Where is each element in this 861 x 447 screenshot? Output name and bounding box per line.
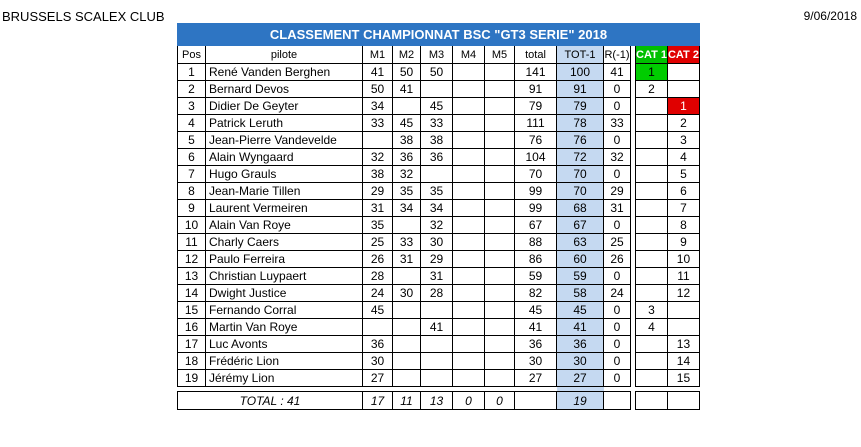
cell-m2 [393, 302, 421, 319]
cell-m3: 34 [421, 200, 453, 217]
cell-pos: 6 [178, 149, 206, 166]
cell-r1: 0 [604, 319, 631, 336]
table-row [178, 183, 700, 200]
cell-cat2: 6 [667, 183, 699, 200]
total-tot1: 19 [557, 392, 604, 410]
cell-m1: 26 [363, 251, 393, 268]
cell-pilote: Charly Caers [206, 234, 363, 251]
cell-tot1: 58 [557, 285, 604, 302]
cell-m1 [363, 132, 393, 149]
cell-m4 [453, 234, 485, 251]
cell-total: 141 [515, 64, 557, 81]
cell-total: 99 [515, 200, 557, 217]
cell-pos: 18 [178, 353, 206, 370]
cell-r1: 0 [604, 81, 631, 98]
table-row [178, 336, 700, 353]
cell-m3: 33 [421, 115, 453, 132]
col-header-cat2: CAT 2 [667, 46, 699, 64]
cell-m2 [393, 370, 421, 387]
cell-cat2 [667, 64, 699, 81]
cell-cat1 [636, 336, 668, 353]
cell-cat1: 3 [636, 302, 668, 319]
cell-m3 [421, 336, 453, 353]
cell-m5 [485, 166, 515, 183]
cell-m4 [453, 64, 485, 81]
cell-tot1: 63 [557, 234, 604, 251]
cell-pilote: Didier De Geyter [206, 98, 363, 115]
cell-total: 41 [515, 319, 557, 336]
cell-m4 [453, 200, 485, 217]
cell-tot1: 79 [557, 98, 604, 115]
table-row [178, 81, 700, 98]
cell-m2: 33 [393, 234, 421, 251]
cell-m5 [485, 217, 515, 234]
cell-m2: 32 [393, 166, 421, 183]
cell-r1: 31 [604, 200, 631, 217]
cell-m1 [363, 319, 393, 336]
cell-cat2: 13 [667, 336, 699, 353]
cell-m1: 50 [363, 81, 393, 98]
cell-m2: 38 [393, 132, 421, 149]
cell-m5 [485, 285, 515, 302]
table-row [178, 64, 700, 81]
cell-tot1: 100 [557, 64, 604, 81]
col-header-m5: M5 [485, 46, 515, 64]
col-header-m2: M2 [393, 46, 421, 64]
table-row [178, 285, 700, 302]
cell-m2: 31 [393, 251, 421, 268]
cell-pos: 1 [178, 64, 206, 81]
cell-m1: 38 [363, 166, 393, 183]
cell-r1: 29 [604, 183, 631, 200]
cell-m1: 34 [363, 98, 393, 115]
cell-total: 104 [515, 149, 557, 166]
table-row [178, 319, 700, 336]
cell-pos: 7 [178, 166, 206, 183]
cell-pilote: Jérémy Lion [206, 370, 363, 387]
cell-cat1 [636, 183, 668, 200]
table-row [178, 302, 700, 319]
cell-m4 [453, 132, 485, 149]
cell-pilote: Dwight Justice [206, 285, 363, 302]
cell-m3 [421, 370, 453, 387]
col-header-m3: M3 [421, 46, 453, 64]
cell-cat2: 3 [667, 132, 699, 149]
cell-m1: 36 [363, 336, 393, 353]
table-row [178, 115, 700, 132]
cell-m5 [485, 81, 515, 98]
cell-total: 36 [515, 336, 557, 353]
total-m4: 0 [453, 392, 485, 410]
cell-total: 70 [515, 166, 557, 183]
cell-m5 [485, 268, 515, 285]
cell-pilote: Hugo Grauls [206, 166, 363, 183]
table-row [178, 251, 700, 268]
cell-pos: 17 [178, 336, 206, 353]
cell-cat1 [636, 217, 668, 234]
cell-m5 [485, 200, 515, 217]
cell-cat1 [636, 353, 668, 370]
cell-m1: 29 [363, 183, 393, 200]
cell-cat1 [636, 132, 668, 149]
cell-pilote: Christian Luypaert [206, 268, 363, 285]
cell-pilote: René Vanden Berghen [206, 64, 363, 81]
cell-r1: 32 [604, 149, 631, 166]
cell-total: 76 [515, 132, 557, 149]
cell-m4 [453, 98, 485, 115]
cell-m5 [485, 251, 515, 268]
cell-r1: 0 [604, 217, 631, 234]
cell-tot1: 68 [557, 200, 604, 217]
cell-m3 [421, 166, 453, 183]
total-cat2 [667, 392, 699, 410]
cell-pos: 14 [178, 285, 206, 302]
cell-cat2: 4 [667, 149, 699, 166]
cell-m5 [485, 336, 515, 353]
cell-cat1 [636, 149, 668, 166]
total-r1 [604, 392, 631, 410]
col-header-pilote: pilote [206, 46, 363, 64]
cell-pilote: Bernard Devos [206, 81, 363, 98]
cell-pilote: Luc Avonts [206, 336, 363, 353]
cell-m3: 32 [421, 217, 453, 234]
cell-m1: 30 [363, 353, 393, 370]
cell-m1: 25 [363, 234, 393, 251]
cell-m4 [453, 183, 485, 200]
cell-r1: 0 [604, 132, 631, 149]
cell-total: 88 [515, 234, 557, 251]
cell-cat1 [636, 370, 668, 387]
cell-total: 67 [515, 217, 557, 234]
cell-cat1 [636, 234, 668, 251]
cell-m2: 30 [393, 285, 421, 302]
col-header-m1: M1 [363, 46, 393, 64]
table-row [178, 166, 700, 183]
cell-m3 [421, 81, 453, 98]
cell-r1: 0 [604, 336, 631, 353]
cell-r1: 41 [604, 64, 631, 81]
cell-m5 [485, 353, 515, 370]
cell-cat2: 2 [667, 115, 699, 132]
cell-m3: 45 [421, 98, 453, 115]
cell-cat2: 5 [667, 166, 699, 183]
cell-m4 [453, 302, 485, 319]
cell-total: 79 [515, 98, 557, 115]
club-name: BRUSSELS SCALEX CLUB [2, 9, 165, 24]
cell-pos: 10 [178, 217, 206, 234]
cell-m1: 28 [363, 268, 393, 285]
cell-m2: 41 [393, 81, 421, 98]
cell-m3: 31 [421, 268, 453, 285]
cell-r1: 0 [604, 370, 631, 387]
total-cat1 [636, 392, 668, 410]
cell-m5 [485, 234, 515, 251]
cell-m1: 33 [363, 115, 393, 132]
table-row [178, 234, 700, 251]
cell-r1: 0 [604, 268, 631, 285]
cell-pilote: Fernando Corral [206, 302, 363, 319]
cell-m5 [485, 183, 515, 200]
cell-cat1 [636, 115, 668, 132]
cell-tot1: 76 [557, 132, 604, 149]
cell-m5 [485, 98, 515, 115]
cell-m5 [485, 115, 515, 132]
cell-cat1 [636, 285, 668, 302]
cell-tot1: 78 [557, 115, 604, 132]
cell-m2 [393, 98, 421, 115]
table-title: CLASSEMENT CHAMPIONNAT BSC "GT3 SERIE" 2018 [178, 24, 700, 46]
cell-pos: 12 [178, 251, 206, 268]
total-m2: 11 [393, 392, 421, 410]
cell-m3 [421, 353, 453, 370]
table-row [178, 200, 700, 217]
table-row [178, 268, 700, 285]
table-row [178, 132, 700, 149]
cell-m2 [393, 353, 421, 370]
cell-m2: 35 [393, 183, 421, 200]
cell-cat1 [636, 166, 668, 183]
cell-cat1 [636, 268, 668, 285]
col-header-pos: Pos [178, 46, 206, 64]
cell-tot1: 60 [557, 251, 604, 268]
cell-tot1: 27 [557, 370, 604, 387]
totals-row [178, 392, 700, 410]
cell-m3: 36 [421, 149, 453, 166]
cell-cat2: 8 [667, 217, 699, 234]
total-m5: 0 [485, 392, 515, 410]
cell-pilote: Jean-Pierre Vandevelde [206, 132, 363, 149]
cell-cat1: 4 [636, 319, 668, 336]
cell-cat2: 9 [667, 234, 699, 251]
cell-tot1: 72 [557, 149, 604, 166]
cell-m4 [453, 115, 485, 132]
cell-r1: 0 [604, 302, 631, 319]
cell-cat2: 11 [667, 268, 699, 285]
cell-total: 45 [515, 302, 557, 319]
cell-pilote: Alain Wyngaard [206, 149, 363, 166]
cell-m4 [453, 149, 485, 166]
cell-pos: 9 [178, 200, 206, 217]
cell-m1: 31 [363, 200, 393, 217]
cell-m4 [453, 370, 485, 387]
cell-total: 111 [515, 115, 557, 132]
cell-cat1 [636, 251, 668, 268]
header-row [178, 46, 700, 64]
cell-m2 [393, 319, 421, 336]
cell-total: 91 [515, 81, 557, 98]
cell-m4 [453, 268, 485, 285]
cell-pos: 8 [178, 183, 206, 200]
cell-cat2 [667, 319, 699, 336]
cell-m3: 50 [421, 64, 453, 81]
total-m1: 17 [363, 392, 393, 410]
cell-r1: 0 [604, 98, 631, 115]
cell-m4 [453, 285, 485, 302]
cell-m2 [393, 268, 421, 285]
cell-r1: 0 [604, 353, 631, 370]
cell-cat1: 1 [636, 64, 668, 81]
cell-m3: 41 [421, 319, 453, 336]
cell-pilote: Laurent Vermeiren [206, 200, 363, 217]
cell-pos: 4 [178, 115, 206, 132]
cell-pos: 15 [178, 302, 206, 319]
cell-tot1: 45 [557, 302, 604, 319]
report-date: 9/06/2018 [803, 9, 857, 23]
col-header-total: total [515, 46, 557, 64]
cell-m2 [393, 217, 421, 234]
col-header-tot1: TOT-1 [557, 46, 604, 64]
cell-cat1 [636, 98, 668, 115]
total-label: TOTAL : 41 [178, 392, 363, 410]
cell-cat2: 1 [667, 98, 699, 115]
cell-m4 [453, 81, 485, 98]
cell-m2: 34 [393, 200, 421, 217]
cell-pos: 3 [178, 98, 206, 115]
cell-cat2: 10 [667, 251, 699, 268]
cell-r1: 26 [604, 251, 631, 268]
col-header-m4: M4 [453, 46, 485, 64]
cell-pilote: Martin Van Roye [206, 319, 363, 336]
cell-tot1: 30 [557, 353, 604, 370]
cell-total: 86 [515, 251, 557, 268]
cell-m2: 45 [393, 115, 421, 132]
cell-pos: 13 [178, 268, 206, 285]
cell-r1: 24 [604, 285, 631, 302]
cell-m5 [485, 149, 515, 166]
cell-m3: 30 [421, 234, 453, 251]
cell-pilote: Jean-Marie Tillen [206, 183, 363, 200]
cell-m5 [485, 132, 515, 149]
cell-m5 [485, 319, 515, 336]
cell-pos: 2 [178, 81, 206, 98]
cell-m1: 27 [363, 370, 393, 387]
table-row [178, 98, 700, 115]
cell-m1: 35 [363, 217, 393, 234]
cell-m4 [453, 319, 485, 336]
cell-tot1: 70 [557, 183, 604, 200]
cell-cat2: 15 [667, 370, 699, 387]
cell-pilote: Frédéric Lion [206, 353, 363, 370]
cell-m1: 41 [363, 64, 393, 81]
ranking-table [177, 23, 700, 410]
cell-total: 82 [515, 285, 557, 302]
cell-m4 [453, 336, 485, 353]
cell-cat2 [667, 302, 699, 319]
cell-pos: 19 [178, 370, 206, 387]
cell-cat2 [667, 81, 699, 98]
total-total [515, 392, 557, 410]
cell-pilote: Alain Van Roye [206, 217, 363, 234]
cell-pilote: Patrick Leruth [206, 115, 363, 132]
table-row [178, 353, 700, 370]
table-row [178, 149, 700, 166]
table-row [178, 217, 700, 234]
cell-m3 [421, 302, 453, 319]
cell-cat2: 14 [667, 353, 699, 370]
cell-tot1: 41 [557, 319, 604, 336]
cell-cat1 [636, 200, 668, 217]
cell-tot1: 59 [557, 268, 604, 285]
col-header-r1: R(-1) [604, 46, 631, 64]
cell-m4 [453, 166, 485, 183]
cell-m1: 45 [363, 302, 393, 319]
cell-m3: 29 [421, 251, 453, 268]
cell-r1: 0 [604, 166, 631, 183]
cell-tot1: 67 [557, 217, 604, 234]
cell-total: 27 [515, 370, 557, 387]
cell-m1: 32 [363, 149, 393, 166]
cell-total: 59 [515, 268, 557, 285]
cell-pos: 11 [178, 234, 206, 251]
cell-r1: 25 [604, 234, 631, 251]
cell-r1: 33 [604, 115, 631, 132]
cell-m2: 36 [393, 149, 421, 166]
cell-cat1: 2 [636, 81, 668, 98]
cell-m1: 24 [363, 285, 393, 302]
cell-m5 [485, 64, 515, 81]
cell-m3: 38 [421, 132, 453, 149]
cell-tot1: 70 [557, 166, 604, 183]
cell-tot1: 36 [557, 336, 604, 353]
cell-m2: 50 [393, 64, 421, 81]
cell-m5 [485, 302, 515, 319]
cell-total: 99 [515, 183, 557, 200]
cell-m4 [453, 251, 485, 268]
table-row [178, 370, 700, 387]
cell-m4 [453, 353, 485, 370]
cell-m5 [485, 370, 515, 387]
col-header-cat1: CAT 1 [636, 46, 668, 64]
cell-cat2: 7 [667, 200, 699, 217]
cell-m3: 35 [421, 183, 453, 200]
cell-tot1: 91 [557, 81, 604, 98]
cell-total: 30 [515, 353, 557, 370]
total-m3: 13 [421, 392, 453, 410]
cell-pos: 5 [178, 132, 206, 149]
cell-pos: 16 [178, 319, 206, 336]
cell-m2 [393, 336, 421, 353]
cell-pilote: Paulo Ferreira [206, 251, 363, 268]
cell-m4 [453, 217, 485, 234]
cell-m3: 28 [421, 285, 453, 302]
cell-cat2: 12 [667, 285, 699, 302]
